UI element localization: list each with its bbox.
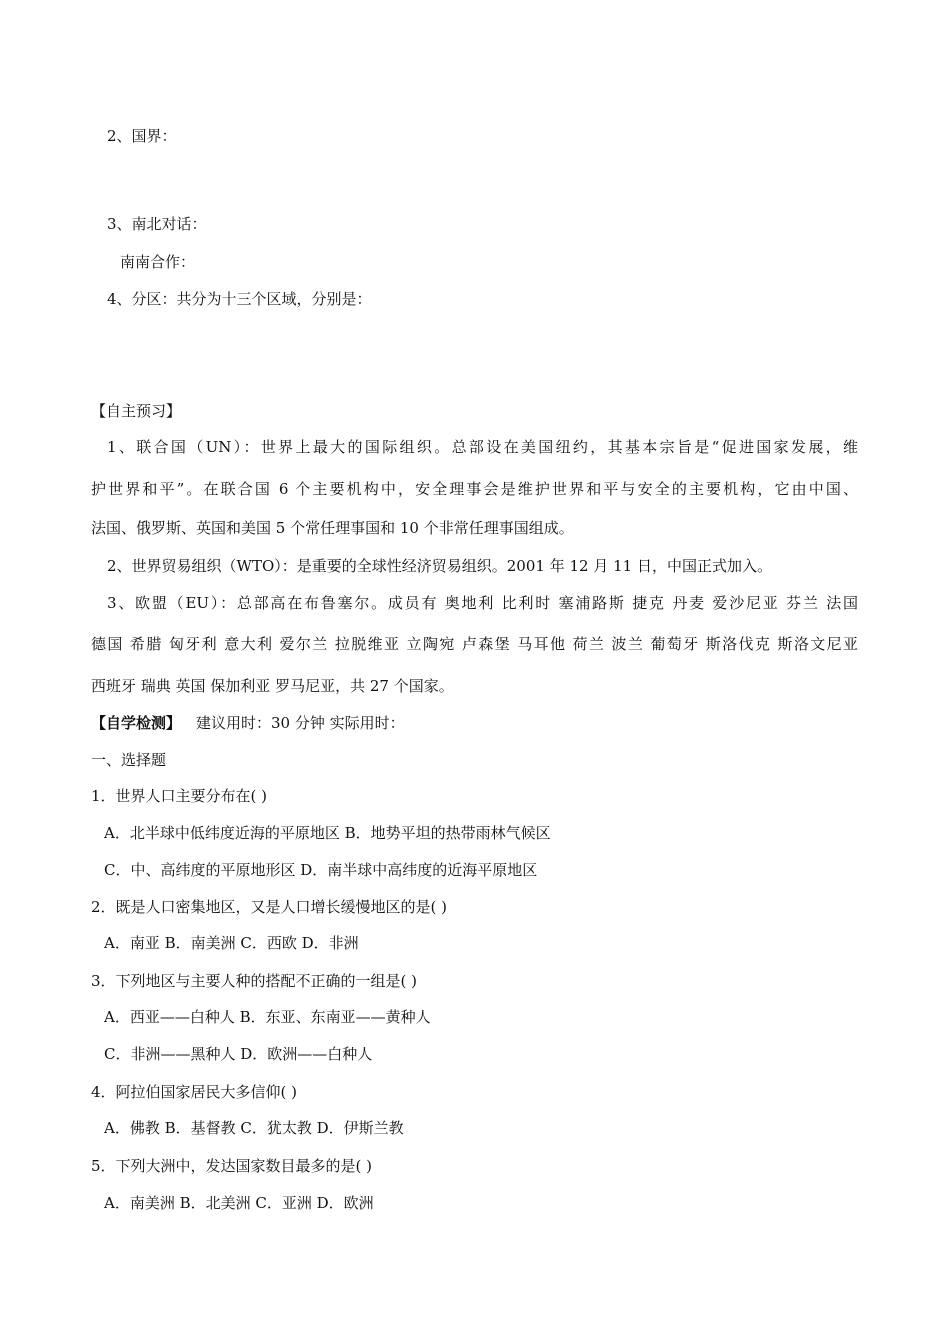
preview-line: 1、联合国（UN）：世界上最大的国际组织。总部设在美国纽约，其基本宗旨是“促进国家发展，维 — [107, 438, 858, 456]
question-stem: 2．既是人口密集地区，又是人口增长缓慢地区的是( ) — [91, 898, 448, 916]
item-national-border: 2、国界： — [107, 127, 177, 145]
preview-line: 西班牙 瑞典 英国 保加利亚 罗马尼亚，共 27 个国家。 — [91, 677, 454, 695]
item-regions: 4、分区：共分为十三个区域，分别是： — [107, 290, 372, 308]
question-stem: 1．世界人口主要分布在( ) — [91, 787, 268, 805]
preview-line: 2、世界贸易组织（WTO）：是重要的全球性经济贸易组织。2001 年 12 月 11 日，中国正式加入。 — [107, 557, 772, 575]
question-stem: 5．下列大洲中，发达国家数目最多的是( ) — [91, 1157, 373, 1175]
question-options: C．非洲——黑种人 D．欧洲——白种人 — [104, 1045, 373, 1063]
item-south-south-cooperation: 南南合作： — [120, 253, 196, 271]
question-options: A．南亚 B．南美洲 C．西欧 D．非洲 — [104, 934, 359, 952]
preview-line: 德国 希腊 匈牙利 意大利 爱尔兰 拉脱维亚 立陶宛 卢森堡 马耳他 荷兰 波兰 葡萄牙 斯洛伐克 斯洛文尼亚 — [91, 635, 858, 653]
section-title: 一、选择题 — [91, 751, 167, 769]
question-stem: 3．下列地区与主要人种的搭配不正确的一组是( ) — [91, 972, 418, 990]
question-options: A．佛教 B．基督教 C．犹太教 D．伊斯兰教 — [104, 1119, 404, 1137]
preview-heading: 【自主预习】 — [91, 402, 182, 420]
question-options: A．北半球中低纬度近海的平原地区 B．地势平坦的热带雨林气候区 — [104, 824, 551, 842]
question-options: C．中、高纬度的平原地形区 D．南半球中高纬度的近海平原地区 — [104, 861, 538, 879]
self-test-heading: 【自学检测】 — [91, 714, 182, 732]
question-options: A．西亚——白种人 B．东亚、东南亚——黄种人 — [104, 1008, 431, 1026]
item-north-south-dialogue: 3、南北对话： — [107, 215, 207, 233]
preview-line: 法国、俄罗斯、英国和美国 5 个常任理事国和 10 个非常任理事国组成。 — [91, 519, 574, 537]
time-note: 建议用时：30 分钟 实际用时： — [196, 714, 405, 732]
question-stem: 4．阿拉伯国家居民大多信仰( ) — [91, 1083, 298, 1101]
question-options: A．南美洲 B．北美洲 C．亚洲 D．欧洲 — [104, 1194, 374, 1212]
preview-line: 3、欧盟（EU）：总部高在布鲁塞尔。成员有 奥地利 比利时 塞浦路斯 捷克 丹麦 爱沙尼亚 芬兰 法国 — [107, 594, 858, 612]
preview-line: 护世界和平”。在联合国 6 个主要机构中，安全理事会是维护世界和平与安全的主要机构，它由中国、 — [91, 480, 858, 498]
